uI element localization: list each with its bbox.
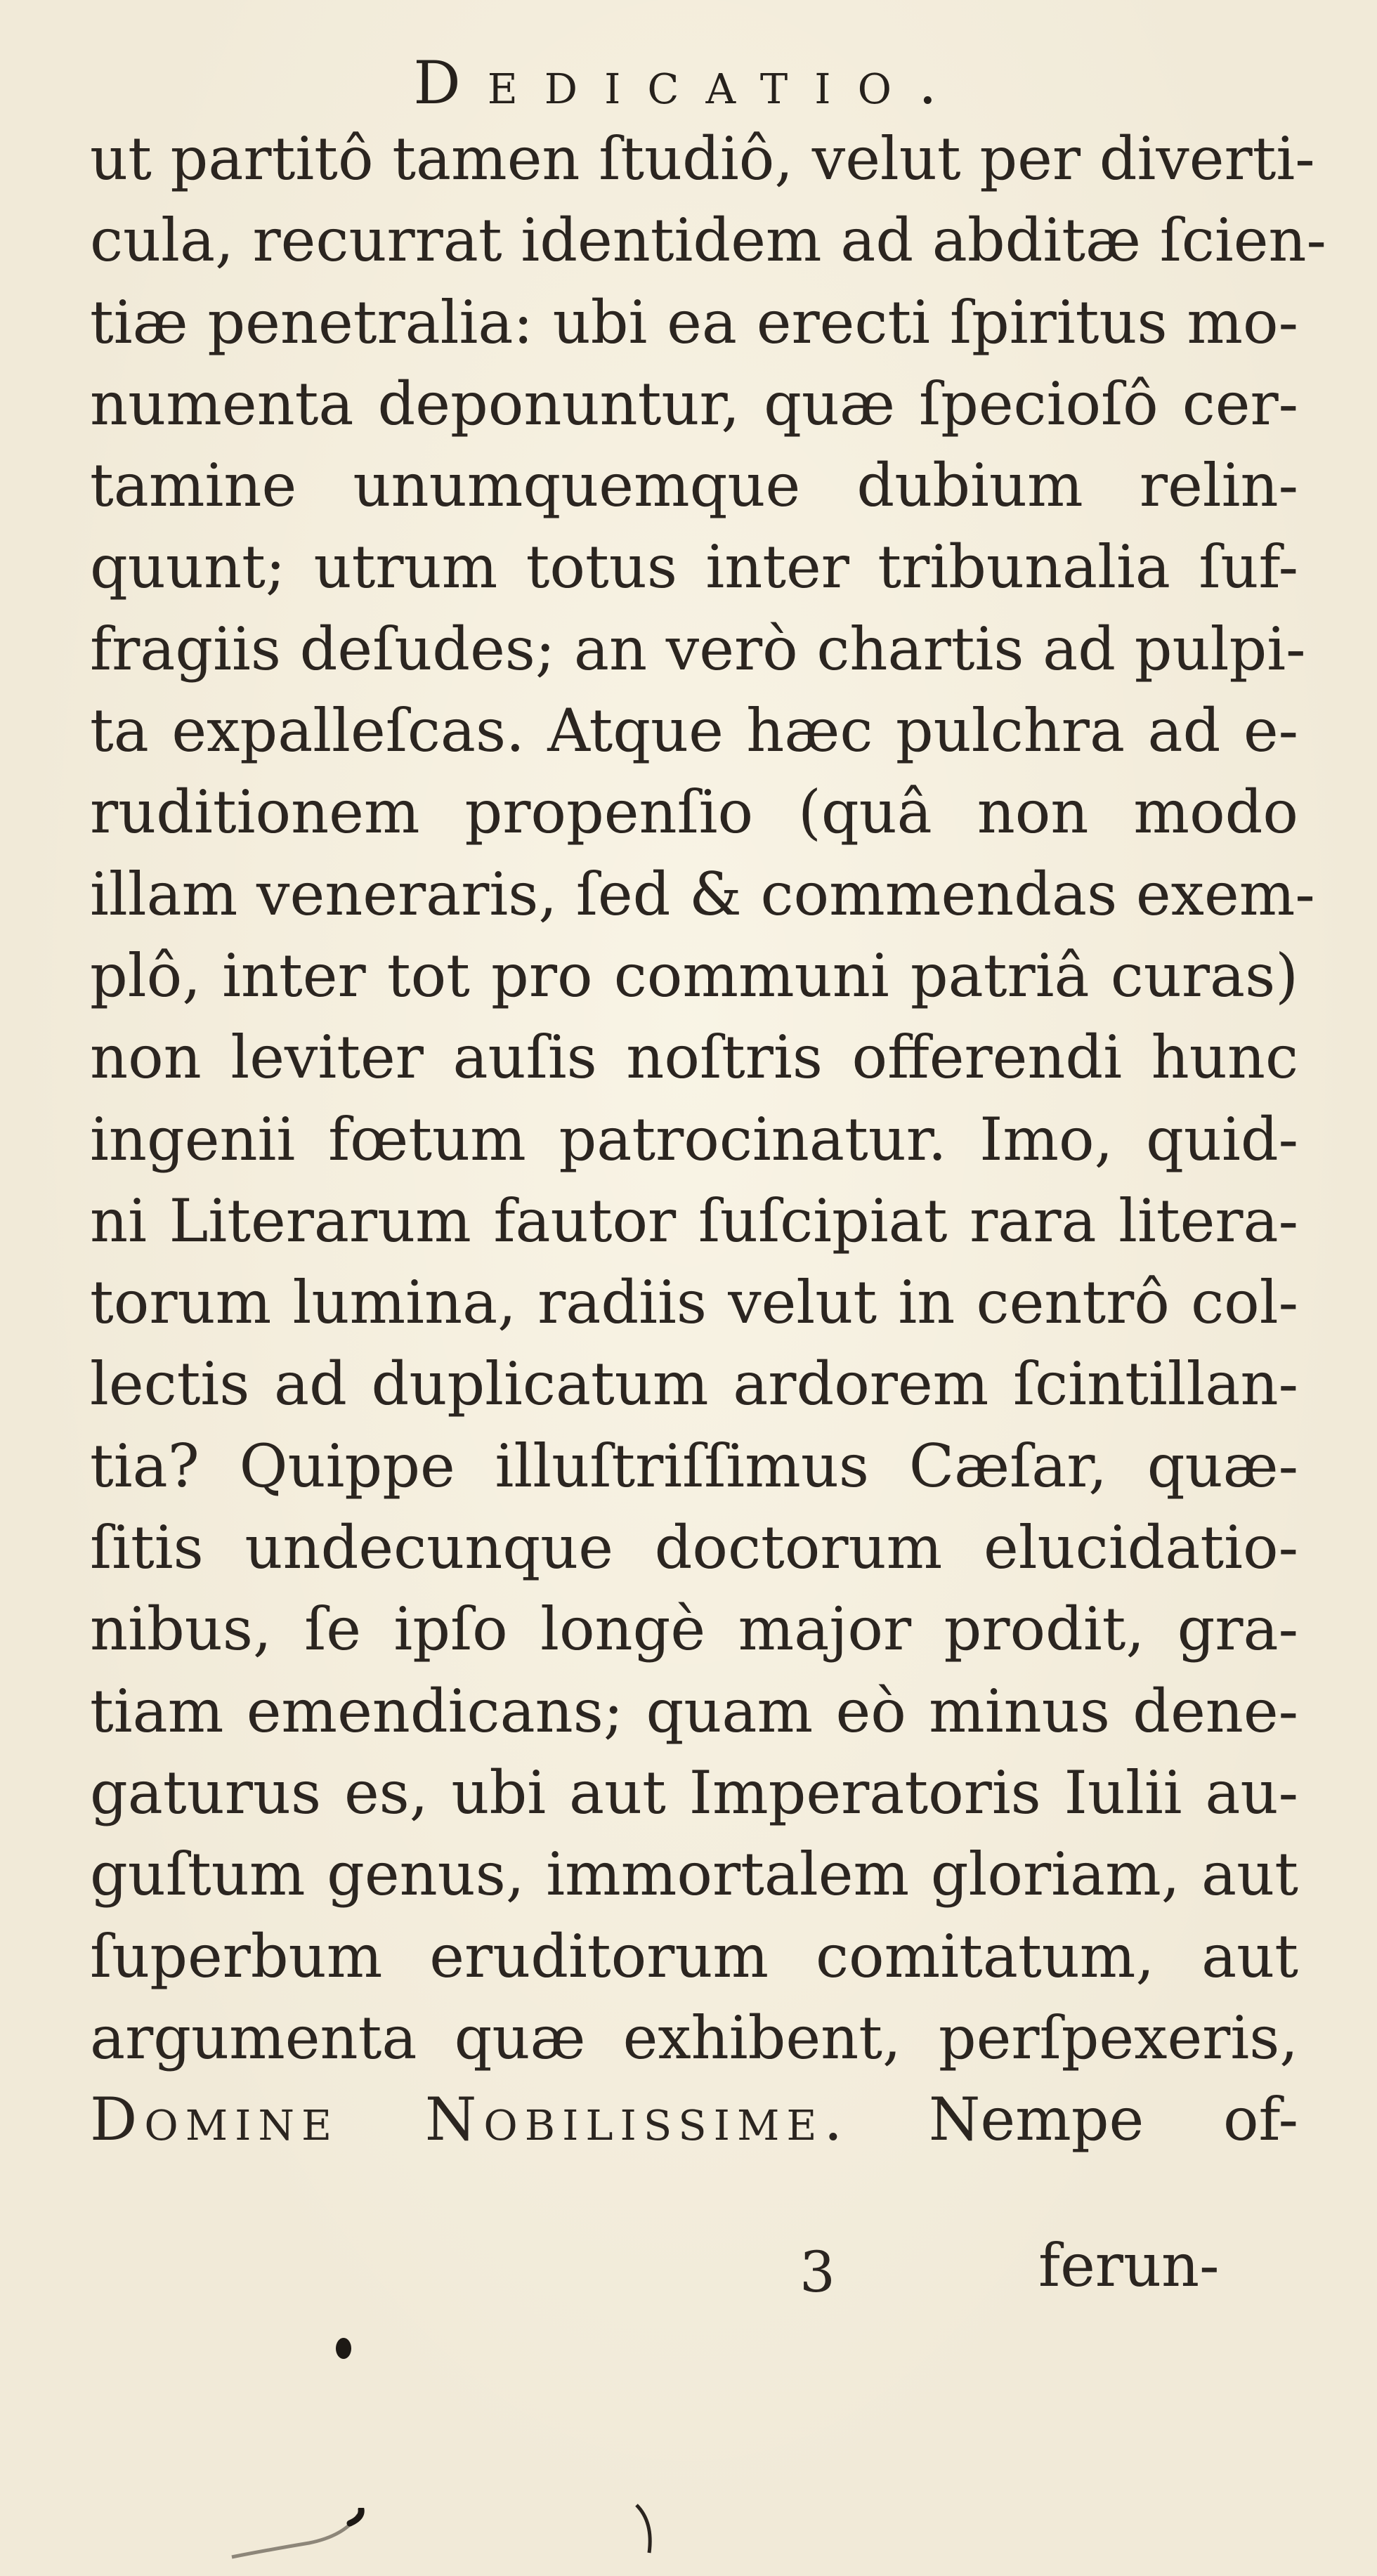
text-line: lectis ad duplicatum ardorem ſcintillan- (90, 1349, 1298, 1419)
signature-mark: 3 (800, 2240, 835, 2305)
text-line: ruditionem propenſio (quâ non modo (90, 778, 1298, 847)
text-line: tia? Quippe illuſtriſſimus Cæſar, quæ- (90, 1431, 1298, 1501)
text-line: numenta deponuntur, quæ ſpecioſô cer- (90, 369, 1298, 438)
text-line: ut partitô tamen ſtudiô, velut per diverti- (90, 124, 1315, 193)
text-line: fragiis deſudes; an verò chartis ad pulpi- (90, 614, 1306, 684)
closing-line (90, 2079, 1298, 2160)
text-line: cula, recurrat identidem ad abditæ ſcien- (90, 206, 1326, 275)
text-line: argumenta quæ exhibent, perſpexeris, (90, 2003, 1298, 2072)
ink-blot-mark (336, 2338, 351, 2359)
catchword: ferun- (1038, 2231, 1220, 2300)
text-line: guſtum genus, immortalem gloriam, aut (90, 1840, 1298, 1909)
text-line: non leviter auſis noſtris offerendi hunc (90, 1023, 1298, 1092)
text-line: nibus, ſe ipſo longè major prodit, gra- (90, 1595, 1298, 1664)
ink-curve-mark (632, 2501, 660, 2557)
ink-stroke-mark (225, 2508, 379, 2564)
text-line: gaturus es, ubi aut Imperatoris Iulii au- (90, 1758, 1298, 1827)
text-line: tamine unumquemque dubium relin- (90, 451, 1298, 521)
text-line: tiam emendicans; quam eò minus dene- (90, 1676, 1298, 1746)
text-line: ingenii fœtum patrocinatur. Imo, quid- (90, 1104, 1298, 1174)
salutation: Domine Nobilissime. (90, 2085, 850, 2155)
text-line: ſitis undecunque doctorum elucidatio- (90, 1513, 1298, 1583)
dedication-body-text (90, 118, 1326, 2160)
text-line: ſuperbum eruditorum comitatum, aut (90, 1921, 1298, 1991)
text-line: illam veneraris, ſed & commendas exem- (90, 859, 1315, 929)
page-footer (0, 2231, 1377, 2322)
text-line: torum lumina, radiis velut in centrô col- (90, 1268, 1298, 1338)
page-header-title: Dedicatio. (413, 48, 964, 117)
closing-continuation: Nempe of- (928, 2085, 1298, 2155)
text-line: tiæ penetralia: ubi ea erecti ſpiritus mo- (90, 287, 1298, 357)
text-line: ta expalleſcas. Atque hæc pulchra ad e- (90, 696, 1298, 766)
text-line: plô, inter tot pro communi patriâ curas) (90, 941, 1298, 1010)
text-line: quunt; utrum totus inter tribunalia ſuf- (90, 532, 1298, 602)
text-line: ni Literarum fautor ſuſcipiat rara litera- (90, 1186, 1298, 1255)
